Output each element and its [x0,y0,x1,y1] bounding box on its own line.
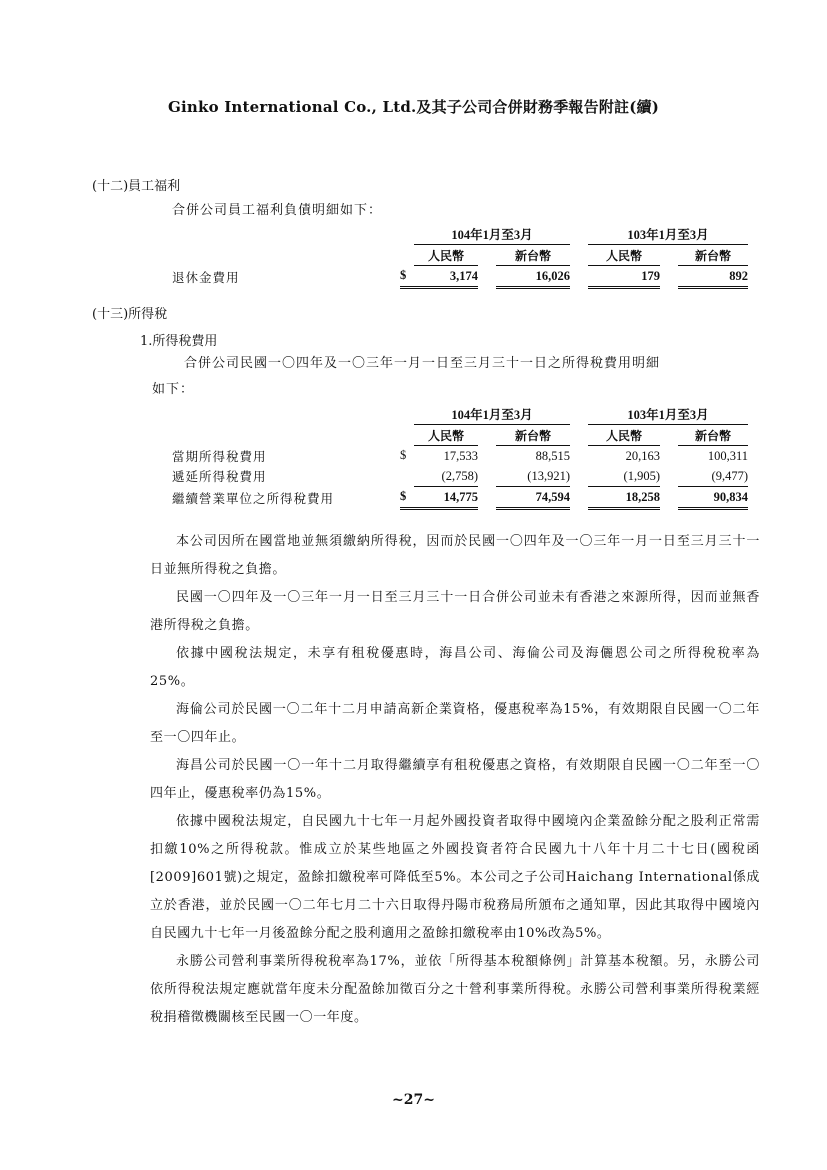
cell-b-ntd: 100,311 [707,448,748,463]
row-label: 遞延所得稅費用 [172,469,267,485]
paragraph: 依據中國稅法規定，未享有租稅優惠時，海昌公司、海倫公司及海儷恩公司之所得稅稅率為25%。 [150,646,760,689]
period-b-header: 103年1月至3月 [588,224,748,245]
currency-symbol: $ [400,266,414,288]
cell-b-ntd: (9,477) [678,466,748,487]
section-12-heading: (十二)員工福利 [92,179,181,194]
col-ntd-b: 新台幣 [678,425,748,446]
row-label: 繼續營業單位之所得稅費用 [172,490,335,506]
page-number: ~27~ [392,1092,435,1108]
cell-b-ntd: 90,834 [678,487,748,509]
cell-a-rmb: 14,775 [414,487,478,509]
cell-a-rmb: 17,533 [443,448,478,463]
col-ntd-b: 新台幣 [678,245,748,266]
employee-benefit-table [172,224,748,289]
section-13-intro-line1: 合併公司民國一〇四年及一〇三年一月一日至三月三十一日之所得稅費用明細 [184,356,661,371]
row-label: 當期所得稅費用 [172,448,267,464]
paragraph: 海昌公司於民國一〇一年十二月取得繼續享有租稅優惠之資格，有效期限自民國一〇二年至一〇四年止，優惠稅率仍為15%。 [150,758,760,801]
page-title: Ginko International Co., Ltd.及其子公司合併財務季報告附註(續) [167,98,660,116]
period-b-header: 103年1月至3月 [588,404,748,425]
tax-notes [150,528,760,1032]
section-13-subheading: 1.所得稅費用 [140,334,218,349]
period-a-header: 104年1月至3月 [414,224,570,245]
currency-symbol: $ [400,487,414,509]
cell-a-ntd: 88,515 [535,448,570,463]
paragraph: 民國一〇四年及一〇三年一月一日至三月三十一日合併公司並未有香港之來源所得，因而並無香港所得稅之負擔。 [150,590,760,633]
cell-b-rmb: (1,905) [588,466,660,487]
paragraph: 永勝公司營利事業所得稅稅率為17%，並依「所得基本稅額條例」計算基本稅額。另，永勝公司依所得稅法規定應就當年度未分配盈餘加徵百分之十營利事業所得稅。永勝公司營利事業所得稅業經稅捐稽徵機關核至民國一〇一年度。 [150,954,760,1025]
currency-symbol [400,466,414,487]
paragraph: 海倫公司於民國一〇二年十二月申請高新企業資格，優惠稅率為15%，有效期限自民國一〇二年至一〇四年止。 [150,702,760,745]
table-row [172,487,748,509]
cell-a-rmb: 3,174 [414,266,478,288]
row-label: 退休金費用 [172,269,240,285]
col-rmb-b: 人民幣 [588,425,660,446]
table-row [172,266,748,288]
paragraph: 依據中國稅法規定，自民國九十七年一月起外國投資者取得中國境內企業盈餘分配之股利正常需扣繳10%之所得稅款。惟成立於某些地區之外國投資者符合民國九十八年十月二十七日(國稅函[2009]601號)之規定，盈餘扣繳稅率可降低至5%。本公司之子公司Haichang International係成立於香港，並於民國一〇二年七月二十六日取得丹陽市稅務局所頒布之通知單，因此其取得中國境內自民國九十七年一月後盈餘分配之股利適用之盈餘扣繳稅率由10%改為5%。 [150,814,760,941]
income-tax-table [172,404,748,510]
cell-a-rmb: (2,758) [414,466,478,487]
cell-b-rmb: 18,258 [588,487,660,509]
cell-a-ntd: (13,921) [496,466,570,487]
section-12-intro: 合併公司員工福利負債明細如下： [172,203,383,218]
cell-b-ntd: 892 [678,266,748,288]
col-rmb-a: 人民幣 [414,425,478,446]
paragraph: 本公司因所在國當地並無須繳納所得稅，因而於民國一〇四年及一〇三年一月一日至三月三十一日並無所得稅之負擔。 [150,534,760,577]
cell-b-rmb: 20,163 [625,448,660,463]
col-rmb-a: 人民幣 [414,245,478,266]
col-rmb-b: 人民幣 [588,245,660,266]
table-row [172,446,748,467]
cell-a-ntd: 16,026 [496,266,570,288]
section-13-intro-line2: 如下： [152,382,195,397]
section-13-heading: (十三)所得稅 [92,307,168,322]
currency-symbol: $ [400,448,407,463]
col-ntd-a: 新台幣 [496,245,570,266]
period-a-header: 104年1月至3月 [414,404,570,425]
cell-b-rmb: 179 [588,266,660,288]
table-row [172,466,748,487]
col-ntd-a: 新台幣 [496,425,570,446]
cell-a-ntd: 74,594 [496,487,570,509]
